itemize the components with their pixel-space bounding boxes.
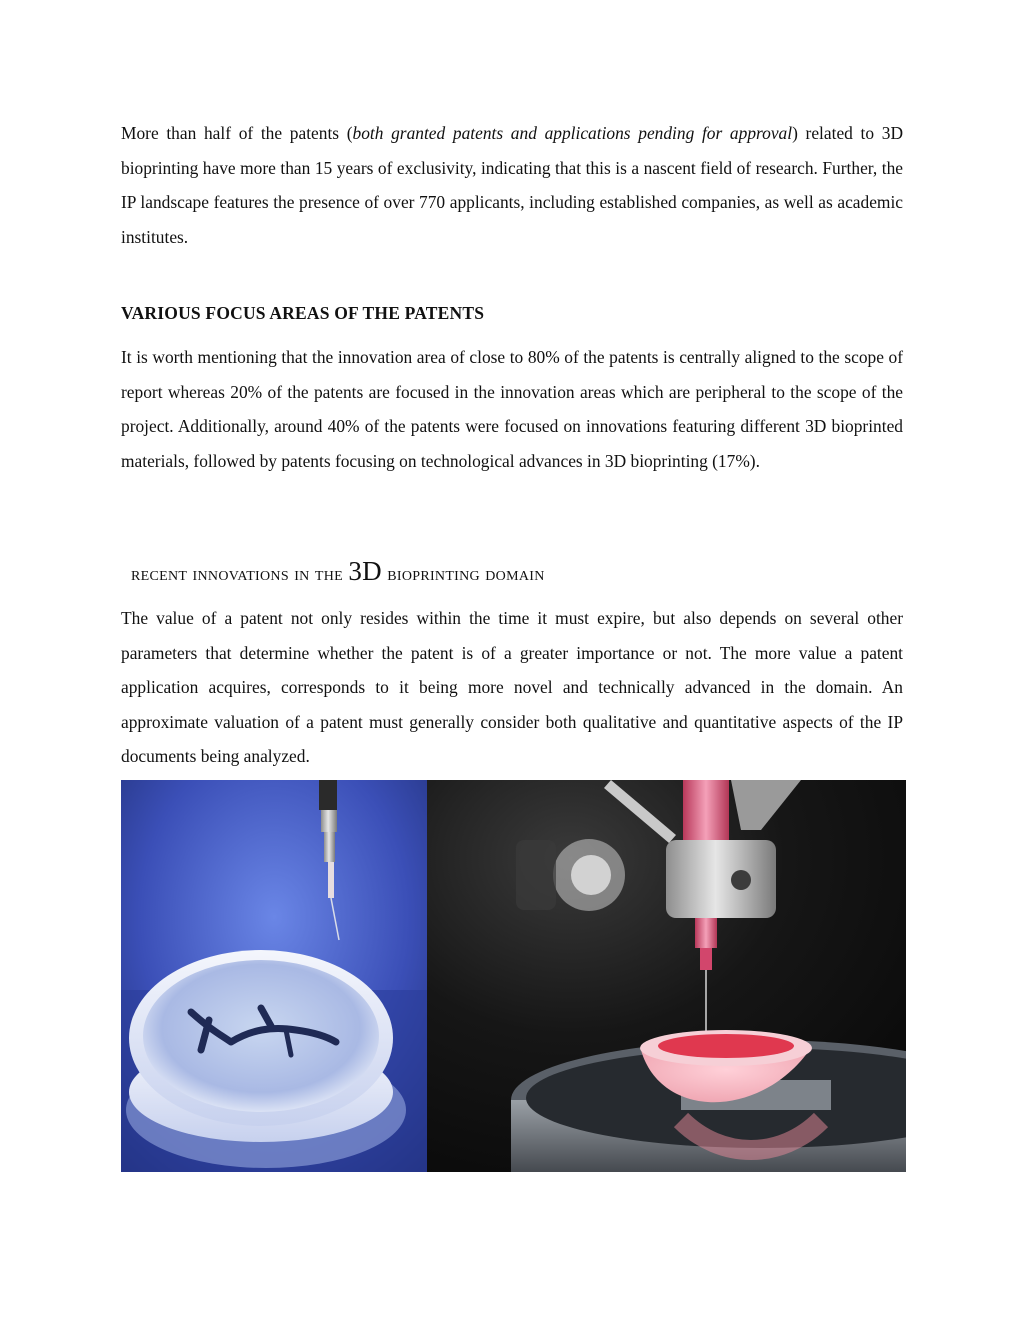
bioprinting-photos [121,780,906,1172]
paragraph-exclusivity [121,116,903,254]
heading-2-part-b: 3D [348,556,382,586]
bioprinting-figure [121,780,906,1172]
paragraph-1-end: ) related to 3D bioprinting have more than 15 years of exclusivity, indicating that this is a nascent field of research. Further, the IP landscape features the presence of over 770 applicants, including established companies, as well as academic institutes. [121,123,903,247]
heading-focus-areas: VARIOUS FOCUS AREAS OF THE PATENTS [121,303,485,323]
paragraph-focus-areas: It is worth mentioning that the innovation area of close to 80% of the patents is centrally aligned to the scope of report whereas 20% of the patents are focused in the innovation areas which are peripheral to the scope of the project. Additionally, around 40% of the patents were focused on innovations featuring different 3D bioprinted materials, followed by patents focusing on technological advances in 3D bioprinting (17%). [121,347,903,471]
paragraph-patent-value: The value of a patent not only resides within the time it must expire, but also depends on several other parameters that determine whether the patent is of a greater importance or not. The more value a patent application acquires, corresponds to it being more novel and technically advanced in the domain. An approximate valuation of a patent must generally consider both qualitative and quantitative aspects of the IP documents being analyzed. [121,608,903,767]
heading-2-part-a: recent innovations in the [131,563,349,585]
petri-dish-photo [121,780,427,1172]
paragraph-1-italic: both granted patents and applications pending for approval [352,123,793,143]
nozzle-photo [427,780,906,1172]
heading-2-part-c: bioprinting domain [381,563,545,585]
heading-recent-innovations [131,556,545,587]
paragraph-1-start: More than half of the patents ( [121,123,353,143]
